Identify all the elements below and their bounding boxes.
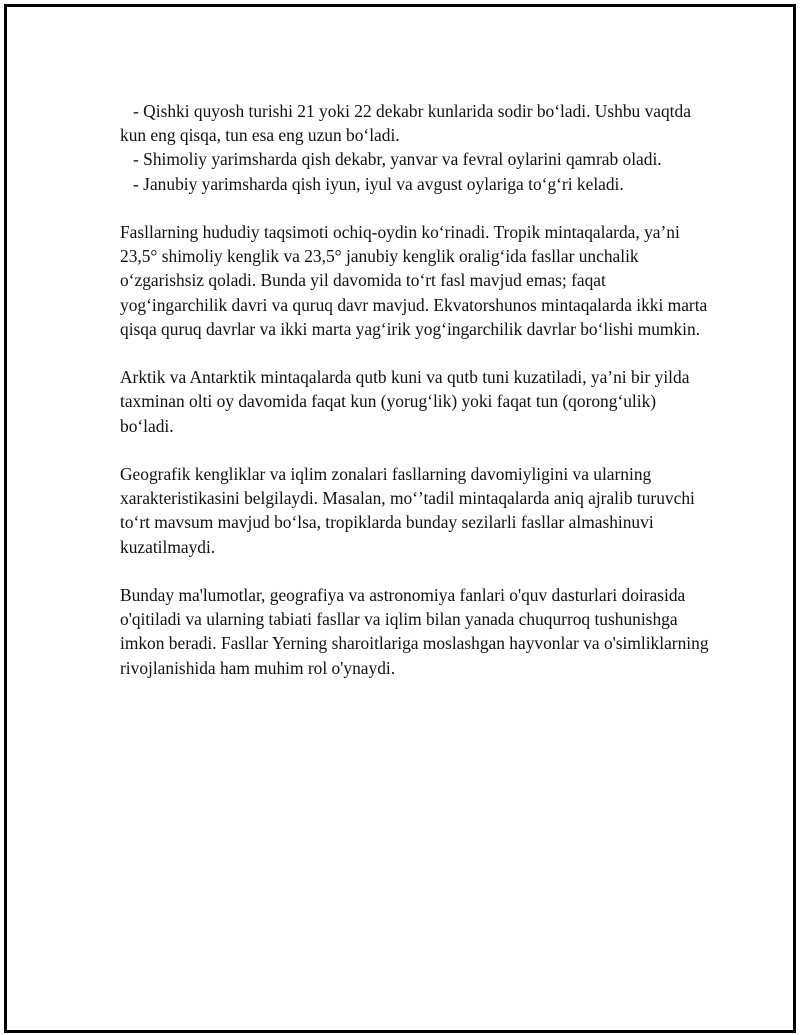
paragraph-climate-zones: Geografik kengliklar va iqlim zonalari fasllarning davomiyligini va ularning xarakteristikasini belgilaydi. Masalan, mo‘’tadil mintaqalarda aniq ajralib turuvchi to‘rt mavsum mavjud bo‘lsa, tropiklarda bunday sezilarli fasllar almashinuvi kuzatilmaydi. <box>120 464 700 557</box>
document-body <box>120 99 713 680</box>
paragraph-gap <box>120 341 710 365</box>
paragraph-gap <box>120 438 710 462</box>
document-page <box>4 4 796 1033</box>
paragraph-gap <box>120 559 710 583</box>
bullet-northern-winter: - Shimoliy yarimsharda qish dekabr, yanvar va fevral oylarini qamrab oladi. <box>120 149 662 170</box>
bullet-southern-winter: - Janubiy yarimsharda qish iyun, iyul va avgust oylariga to‘g‘ri keladi. <box>120 173 624 194</box>
paragraph-gap <box>120 196 710 220</box>
paragraph-education: Bunday ma'lumotlar, geografiya va astronomiya fanlari o'quv dasturlari doirasida o'qitiladi va ularning tabiati fasllar va iqlim bilan yanada chuqurroq tushunishga imkon beradi. Fasllar Yerning sharoitlariga moslashgan hayvonlar va o'simliklarning rivojlanishida ham muhim rol o'ynaydi. <box>120 585 713 678</box>
bullet-winter-solstice: - Qishki quyosh turishi 21 yoki 22 dekabr kunlarida sodir bo‘ladi. Ushbu vaqtda kun eng qisqa, tun esa eng uzun bo‘ladi. <box>120 101 696 146</box>
paragraph-polar-regions: Arktik va Antarktik mintaqalarda qutb kuni va qutb tuni kuzatiladi, ya’ni bir yilda taxminan olti oy davomida faqat kun (yorug‘lik) yoki faqat tun (qorong‘ulik) bo‘ladi. <box>120 367 694 436</box>
paragraph-regional-distribution: Fasllarning hududiy taqsimoti ochiq-oydin ko‘rinadi. Tropik mintaqalarda, ya’ni 23,5° shimoliy kenglik va 23,5° janubiy kenglik oralig‘ida fasllar unchalik o‘zgarishsiz qoladi. Bunda yil davomida to‘rt fasl mavjud emas; faqat yog‘ingarchilik davri va quruq davr mavjud. Ekvatorshunos mintaqalarda ikki marta qisqa quruq davrlar va ikki marta yag‘irik yog‘ingarchilik davrlar bo‘lishi mumkin. <box>120 222 712 339</box>
